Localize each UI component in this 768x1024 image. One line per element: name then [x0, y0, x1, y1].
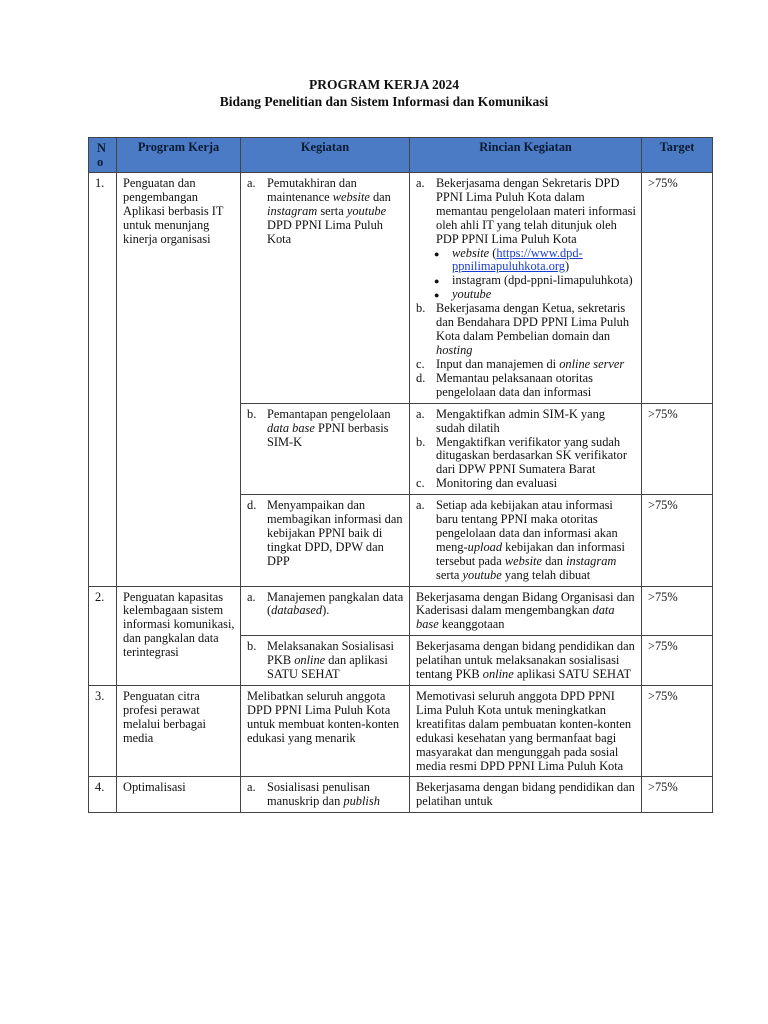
rincian-cell: a. Mengaktifkan admin SIM-K yang sudah dilatih b. Mengaktifkan verifikator yang sudah ditugaskan berdasarkan SK verifikator dari DPW PPNI Sumatera Barat c. Monitoring dan evaluasi [410, 403, 642, 494]
list-item: ● instagram (dpd-ppni-limapuluhkota) [434, 273, 633, 288]
website-link[interactable]: https://www.dpd-ppnilimapuluhkota.org [452, 245, 583, 274]
rincian-cell: Bekerjasama dengan Bidang Organisasi dan Kaderisasi dalam mengembangkan data base keanggotaan [410, 586, 642, 636]
rincian-cell: Memotivasi seluruh anggota DPD PPNI Lima Puluh Kota untuk meningkatkan kreatifitas dalam pembuatan konten-konten edukasi kesehatan yang bermanfaat bagi masyarakat dan mengunggah pada sosial media resmi DPD PPNI Lima Puluh Kota [410, 686, 642, 777]
row-number: 1. [89, 173, 117, 587]
kegiatan-cell: a. Pemutakhiran dan maintenance website dan instagram serta youtube DPD PPNI Lima Puluh Kota [241, 173, 410, 404]
kegiatan-cell: b. Pemantapan pengelolaan data base PPNI berbasis SIM-K [241, 403, 410, 494]
rincian-cell: a. Bekerjasama dengan Sekretaris DPD PPNI Lima Puluh Kota dalam memantau pengelolaan materi informasi oleh ahli IT yang telah ditunjuk oleh PDP PPNI Lima Puluh Kota ● website (https://www.dpd-ppnilimapuluhkota.org) ● instagram (dpd-ppni-limapuluhkota) ● youtube b. Bekerjasama dengan Ketua, sekretaris dan Bendahara DPD PPNI Lima Puluh Kota dalam Pembelian domain dan hosting c. Input dan manajemen di online server d. Memantau pelaksanaan otoritas pengelolaan data dan informasi [410, 173, 642, 404]
target-cell: >75% [642, 686, 713, 777]
rincian-cell: Bekerjasama dengan bidang pendidikan dan pelatihan untuk melaksanakan sosialisasi tentang PKB online aplikasi SATU SEHAT [410, 636, 642, 686]
table-header-row [89, 138, 713, 173]
kegiatan-cell: Melibatkan seluruh anggota DPD PPNI Lima Puluh Kota untuk membuat konten-konten edukasi yang menarik [241, 686, 410, 777]
target-cell: >75% [642, 586, 713, 636]
table-row [89, 173, 713, 404]
list-item: ● youtube [434, 287, 492, 302]
target-cell: >75% [642, 777, 713, 813]
program-table [88, 137, 713, 813]
target-cell: >75% [642, 636, 713, 686]
program-cell: Penguatan dan pengembangan Aplikasi berbasis IT untuk menunjang kinerja organisasi [117, 173, 241, 587]
document-title: PROGRAM KERJA 2024 [309, 77, 459, 92]
header-target: Target [642, 138, 713, 173]
table-row [89, 586, 713, 636]
kegiatan-cell: b. Melaksanakan Sosialisasi PKB online dan aplikasi SATU SEHAT [241, 636, 410, 686]
header-rincian: Rincian Kegiatan [410, 138, 642, 173]
row-number: 3. [89, 686, 117, 777]
kegiatan-cell: a. Sosialisasi penulisan manuskrip dan publish [241, 777, 410, 813]
kegiatan-cell: d. Menyampaikan dan membagikan informasi dan kebijakan PPNI baik di tingkat DPD, DPW dan DPP [241, 495, 410, 586]
document-header [0, 76, 768, 110]
header-kegiatan: Kegiatan [241, 138, 410, 173]
row-number: 4. [89, 777, 117, 813]
target-cell: >75% [642, 495, 713, 586]
program-cell: Penguatan citra profesi perawat melalui berbagai media [117, 686, 241, 777]
target-cell: >75% [642, 403, 713, 494]
kegiatan-cell: a. Manajemen pangkalan data (databased). [241, 586, 410, 636]
program-cell: Optimalisasi [117, 777, 241, 813]
table-row [89, 777, 713, 813]
header-program: Program Kerja [117, 138, 241, 173]
document-subtitle: Bidang Penelitian dan Sistem Informasi dan Komunikasi [219, 94, 549, 109]
rincian-cell: a. Setiap ada kebijakan atau informasi baru tentang PPNI maka otoritas pengelolaan data dan informasi akan meng-upload kebijakan dan informasi tersebut pada website dan instagram serta youtube yang telah dibuat [410, 495, 642, 586]
program-cell: Penguatan kapasitas kelembagaan sistem informasi komunikasi, dan pangkalan data terintegrasi [117, 586, 241, 685]
rincian-cell: Bekerjasama dengan bidang pendidikan dan pelatihan untuk [410, 777, 642, 813]
list-item: ● website (https://www.dpd-ppnilimapuluhkota.org) [434, 245, 583, 274]
header-no: N o [89, 138, 117, 173]
table-row [89, 686, 713, 777]
row-number: 2. [89, 586, 117, 685]
target-cell: >75% [642, 173, 713, 404]
